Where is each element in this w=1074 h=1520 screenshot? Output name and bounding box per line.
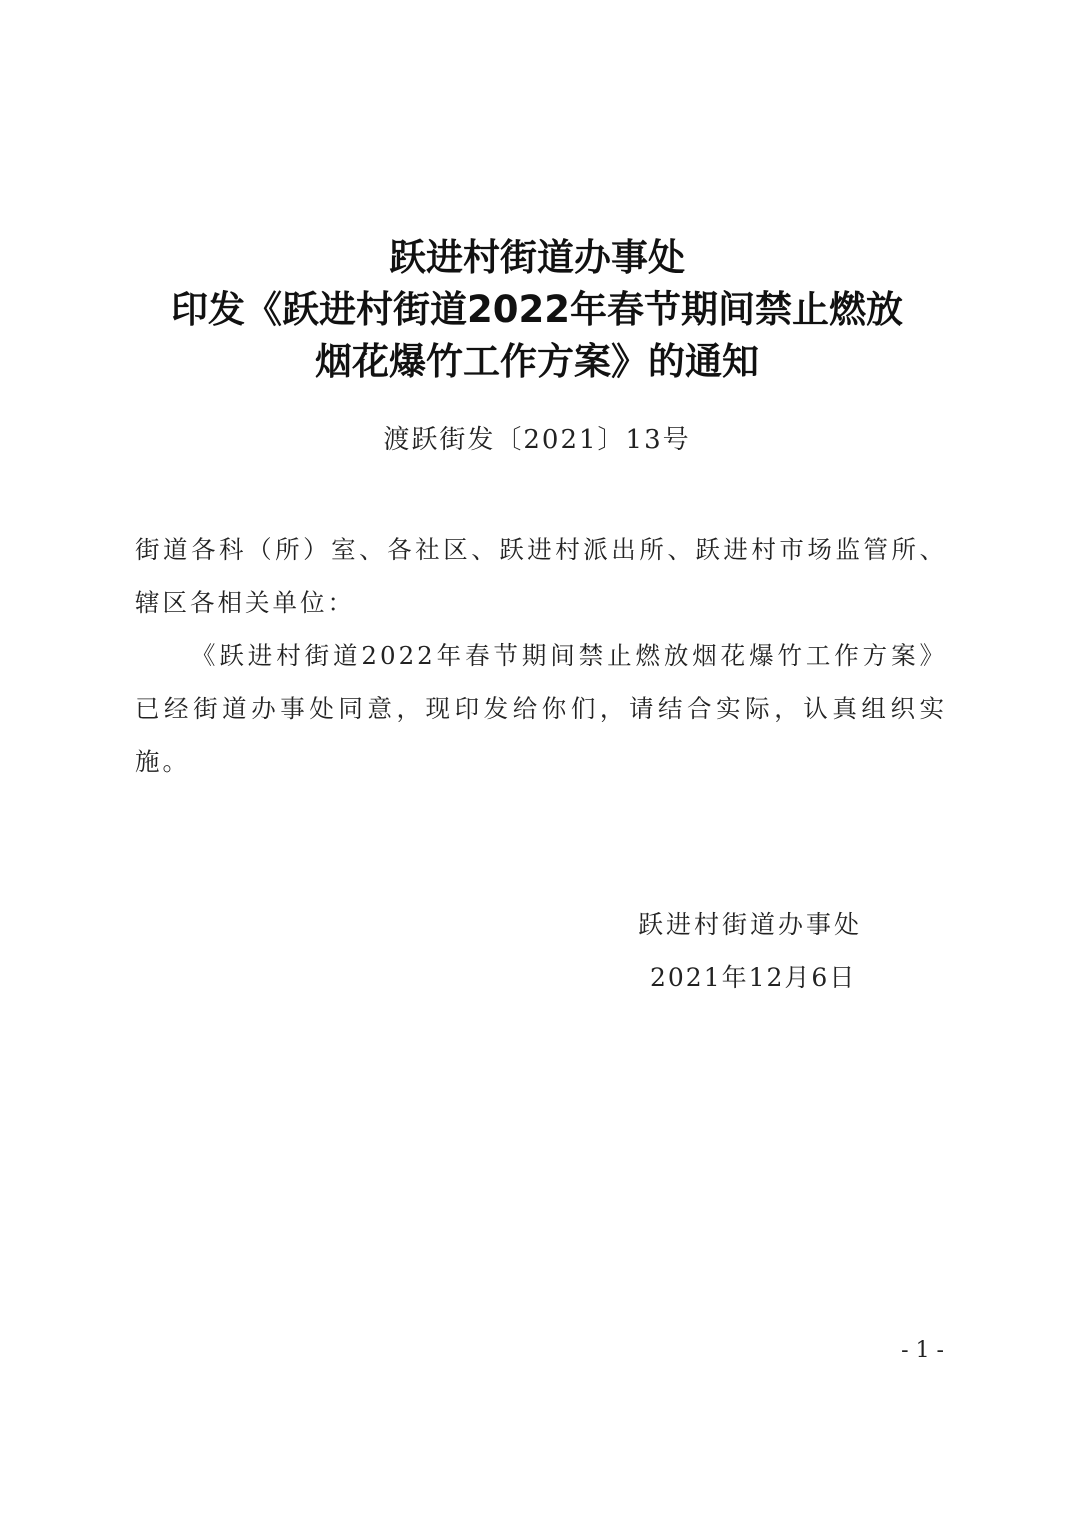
- salutation: 街道各科（所）室、各社区、跃进村派出所、跃进村市场监管所、辖区各相关单位：: [135, 535, 947, 617]
- signature-organization: 跃进村街道办事处: [638, 910, 863, 939]
- title-line-1: 跃进村街道办事处: [389, 236, 685, 279]
- document-body: [135, 523, 947, 788]
- signature-date: 2021年12月6日: [650, 963, 857, 992]
- title-line-2: 印发《跃进村街道2022年春节期间禁止燃放: [171, 288, 903, 331]
- title-line-3: 烟花爆竹工作方案》的通知: [315, 340, 759, 383]
- document-number: 渡跃街发〔2021〕13号: [383, 425, 691, 455]
- page-number: - 1 -: [901, 1338, 944, 1363]
- body-paragraph: 《跃进村街道2022年春节期间禁止燃放烟花爆竹工作方案》已经街道办事处同意，现印发给你们，请结合实际，认真组织实施。: [135, 641, 947, 776]
- signature-block: [600, 898, 900, 1004]
- document-title: [0, 232, 1074, 388]
